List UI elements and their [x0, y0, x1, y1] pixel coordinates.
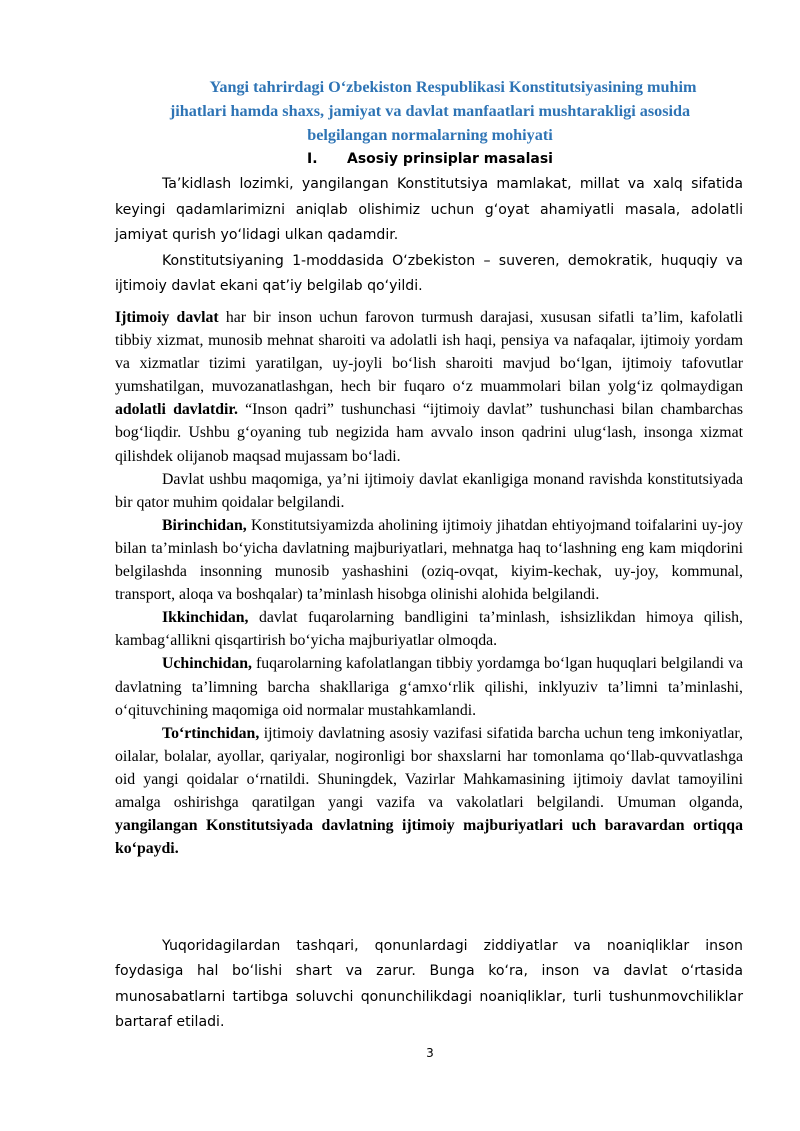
page-number: 3 — [426, 1046, 434, 1060]
section-number: I. — [307, 151, 318, 167]
intro-paragraph-1: Ta’kidlash lozimki, yangilangan Konstitutsiya mamlakat, millat va xalq sifatida keyingi qadamlarimizni aniqlab olishimiz uchun g‘oyat ahamiyatli masala, adolatli jamiyat qurish yo‘lidagi ulkan qadamdir. — [115, 176, 743, 243]
closing-paragraph: Yuqoridagilardan tashqari, qonunlardagi ziddiyatlar va noaniqliklar inson foydasiga hal bo‘lishi shart va zarur. Bunga ko‘ra, inson va davlat o‘rtasida munosabatlarni tartibga soluvchi qonunchilikdagi noaniqliklar, turli tushunmovchiliklar bartaraf etiladi. — [115, 938, 743, 1030]
bold-term: Ijtimoiy davlat — [115, 309, 219, 326]
section-heading — [110, 148, 750, 170]
paragraph-second: Ikkinchidan, davlat fuqarolarning bandligini ta’minlash, ishsizlikdan himoya qilish, kambag‘allikni qisqartirish bo‘yicha majburiyatlar olmoqda. — [115, 609, 743, 650]
section-title: Asosiy prinsiplar masalasi — [347, 151, 553, 167]
paragraph-fourth: To‘rtinchidan, ijtimoiy davlatning asosiy vazifasi sifatida barcha uchun teng imkoniyatlar, oilalar, bolalar, ayollar, qariyalar, nogironligi bor shaxslarni har tomonlama qo‘llab-quvvatlashga oid yangi qoidalar o‘rnatildi. Shuningdek, Vazirlar Mahkamasining ijtimoiy davlat tamoyilini amalga oshirishga qaratilgan yangi vazifa va vakolatlari belgilandi. Umuman olganda, yangilangan Konstitutsiyada davlatning ijtimoiy majburiyatlari uch baravardan ortiqqa ko‘paydi. — [115, 724, 743, 858]
intro-paragraph-2: Konstitutsiyaning 1-moddasida O‘zbekiston – suveren, demokratik, huquqiy va ijtimoiy davlat ekani qat’iy belgilab qo‘yildi. — [115, 252, 743, 294]
paragraph-third: Uchinchidan, fuqarolarning kafolatlangan tibbiy yordamga bo‘lgan huquqlari belgilandi va davlatning ta’limning barcha shakllariga g‘amxo‘rlik qilishi, inklyuziv ta’limni ta’minlashi, o‘qituvchining maqomiga oid normalar mustahkamlandi. — [115, 655, 743, 719]
bold-phrase: adolatli davlatdir. — [115, 401, 238, 419]
paragraph-status: Davlat ushbu maqomiga, ya’ni ijtimoiy davlat ekanligiga monand ravishda konstitutsiyada bir qator muhim qoidalar belgilandi. — [115, 470, 743, 511]
paragraph-social-state: Ijtimoiy davlat har bir inson uchun farovon turmush darajasi, xususan sifatli ta’lim, kafolatli tibbiy xizmat, munosib mehnat sharoiti va adolatli ish haqi, pensiya va nafaqalar, ijtimoiy yordam va xizmatlar tizimi yaratilgan, uy-joyli bo‘lish sharoiti mavjud bo‘lgan, ijtimoiy tafovutlar yumshatilgan, muvozanatlashgan, hech bir fuqaro o‘z muammolari bilan yolg‘iz qolmaydigan adolatli davlatdir. “Inson qadri” tushunchasi “ijtimoiy davlat” tushunchasi bilan chambarchas bog‘liqdir. Ushbu g‘oyaning tub negizida ham avvalo inson qadrini ulug‘lash, insonga xizmat qilishdek olijanob maqsad mujassam bo‘ladi. — [115, 309, 744, 465]
document-title — [110, 75, 750, 147]
title-line-1: Yangi tahrirdagi O‘zbekiston Respublikasi Konstitutsiyasining muhim — [209, 78, 697, 96]
main-body — [115, 306, 743, 860]
paragraph-first: Birinchidan, Konstitutsiyamizda aholining ijtimoiy jihatdan ehtiyojmand toifalarini uy-joy bilan ta’minlash bo‘yicha davlatning majburiyatlari, mehnatga haq to‘lashning eng kam miqdorini belgilashda insonning munosib yashashini (oziq-ovqat, kiyim-kechak, uy-joy, kommunal, transport, aloqa va boshqalar) ta’minlash hisobga olinishi alohida belgilandi. — [115, 516, 743, 604]
closing-block — [115, 934, 743, 1035]
intro-block — [115, 172, 743, 300]
title-line-3: belgilangan normalarning mohiyati — [307, 126, 553, 144]
title-line-2: jihatlari hamda shaxs, jamiyat va davlat manfaatlari mushtarakligi asosida — [169, 102, 691, 120]
